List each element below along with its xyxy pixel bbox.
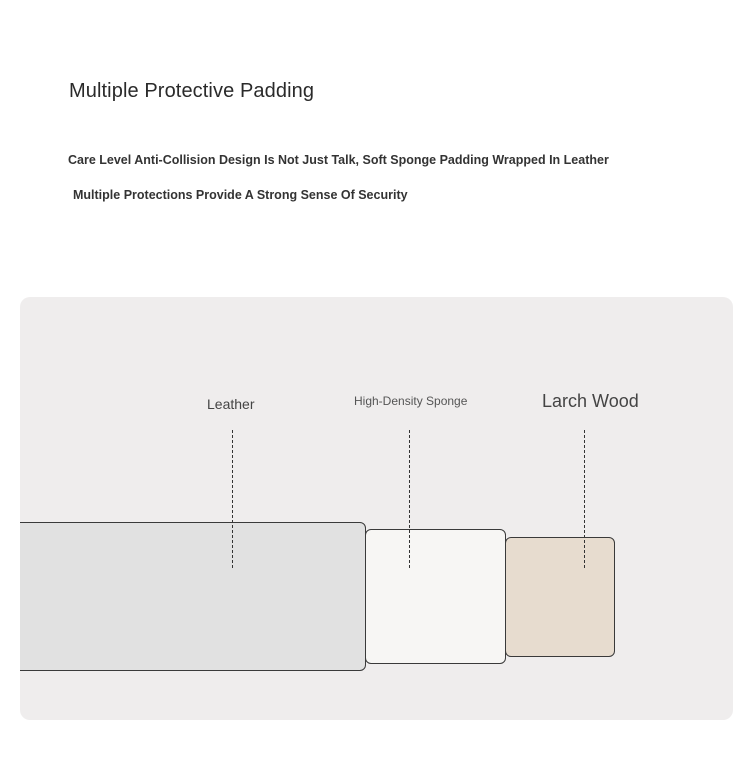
leather-label: Leather — [207, 396, 255, 412]
padding-diagram-panel — [20, 297, 733, 720]
larch-wood-label: Larch Wood — [542, 391, 639, 411]
sponge-label: High-Density Sponge — [354, 394, 468, 408]
page-title: Multiple Protective Padding — [69, 80, 315, 102]
leather-pointer-line — [232, 430, 233, 568]
larch-wood-layer — [505, 537, 615, 657]
sponge-layer — [365, 529, 506, 664]
description-line-1: Care Level Anti-Collision Design Is Not Just Talk, Soft Sponge Padding Wrapped In Leather — [68, 153, 609, 167]
leather-layer — [20, 522, 366, 671]
larch-wood-pointer-line — [584, 430, 585, 568]
sponge-pointer-line — [409, 430, 410, 568]
description-line-2: Multiple Protections Provide A Strong Sense Of Security — [73, 188, 408, 202]
